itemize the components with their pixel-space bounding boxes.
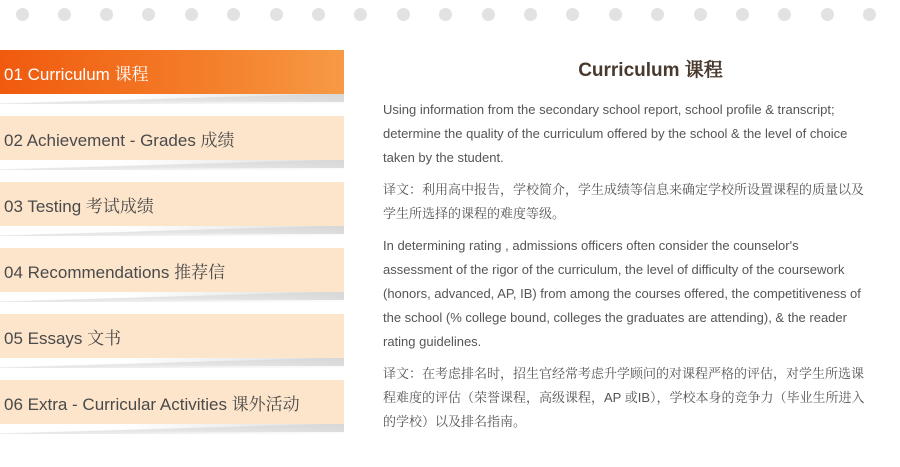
paragraph-line: 译文：利用高中报告，学校简介，学生成绩等信息来确定学校所设置课程的质量以及 — [383, 182, 865, 197]
paragraph-line: determine the quality of the curriculum offered by the school & the level of choice — [383, 126, 848, 141]
decorative-dot — [778, 8, 791, 21]
decorative-dot — [185, 8, 198, 21]
decorative-dot — [270, 8, 283, 21]
content-paragraph — [383, 362, 900, 434]
content-paragraph — [383, 178, 900, 226]
tab-label: 06 Extra - Curricular Activities 课外活动 — [4, 394, 300, 414]
decorative-dot — [651, 8, 664, 21]
decorative-dot — [609, 8, 622, 21]
tab-curriculum[interactable] — [0, 50, 344, 94]
decorative-dot — [821, 8, 834, 21]
decorative-dot — [58, 8, 71, 21]
tab-shadow — [0, 424, 344, 434]
tab-label: 01 Curriculum 课程 — [4, 64, 149, 84]
tab-achievement-grades[interactable] — [0, 116, 344, 160]
decorative-dot — [397, 8, 410, 21]
paragraph-line: rating guidelines. — [383, 334, 482, 349]
decorative-dot — [566, 8, 579, 21]
decorative-dot — [863, 8, 876, 21]
content-paragraph — [383, 234, 900, 354]
decorative-dot — [354, 8, 367, 21]
tab-label: 05 Essays 文书 — [4, 328, 122, 348]
paragraph-line: the school (% college bound, colleges the graduates are attending), & the reader — [383, 310, 847, 325]
paragraph-line: 学生所选择的课程的难度等级。 — [383, 206, 566, 221]
tab-essays[interactable] — [0, 314, 344, 358]
decorative-dot — [694, 8, 707, 21]
tab-testing[interactable] — [0, 182, 344, 226]
decorative-dot — [482, 8, 495, 21]
paragraph-line: Using information from the secondary school report, school profile & transcript; — [383, 102, 835, 117]
decorative-dot — [100, 8, 113, 21]
content-paragraph — [383, 98, 900, 170]
tab-label: 02 Achievement - Grades 成绩 — [4, 130, 235, 150]
paragraph-line: assessment of the rigor of the curriculum, the level of difficulty of the coursework — [383, 262, 845, 277]
decorative-dot — [227, 8, 240, 21]
paragraph-line: In determining rating , admissions officers often consider the counselor's — [383, 238, 799, 253]
tab-label: 04 Recommendations 推荐信 — [4, 262, 226, 282]
tab-shadow — [0, 292, 344, 302]
paragraph-line: (honors, advanced, AP, IB) from among the courses offered, the competitiveness of — [383, 286, 861, 301]
paragraph-line: 的学校）以及排名指南。 — [383, 414, 527, 429]
tab-recommendations[interactable] — [0, 248, 344, 292]
tab-shadow — [0, 226, 344, 236]
decorative-dot-border — [0, 0, 900, 30]
decorative-dot — [736, 8, 749, 21]
tab-label: 03 Testing 考试成绩 — [4, 196, 154, 216]
tab-shadow — [0, 160, 344, 170]
tab-extracurricular-activities[interactable] — [0, 380, 344, 424]
paragraph-line: taken by the student. — [383, 150, 504, 165]
decorative-dot — [16, 8, 29, 21]
tab-shadow — [0, 94, 344, 104]
paragraph-line: 程难度的评估（荣誉课程，高级课程，AP 或IB），学校本身的竞争力（毕业生所进入 — [383, 390, 865, 405]
paragraph-line: 译文：在考虑排名时，招生官经常考虑升学顾问的对课程严格的评估，对学生所选课 — [383, 366, 865, 381]
tab-shadow — [0, 358, 344, 368]
decorative-dot — [439, 8, 452, 21]
content-title: Curriculum 课程 — [578, 60, 723, 81]
tab-content-panel — [383, 55, 900, 442]
decorative-dot — [142, 8, 155, 21]
decorative-dot — [312, 8, 325, 21]
decorative-dot — [524, 8, 537, 21]
